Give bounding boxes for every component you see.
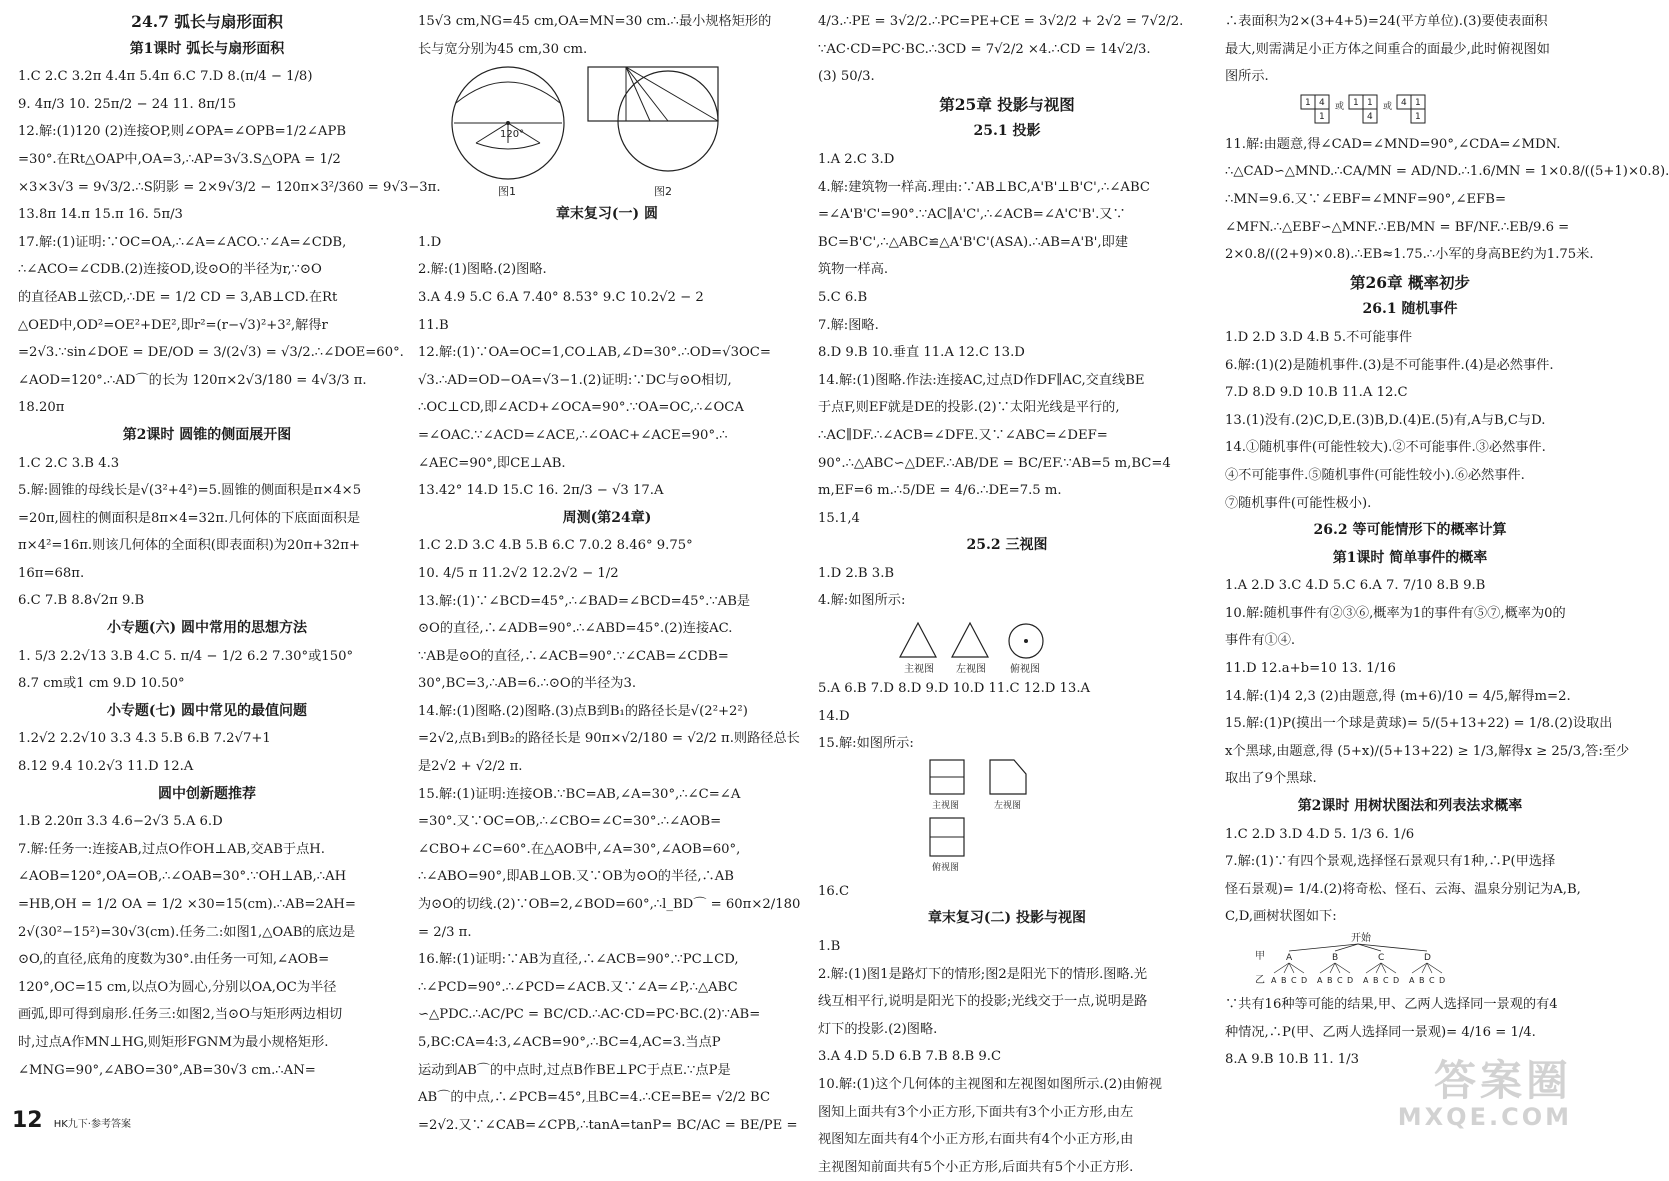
page-number: 12 bbox=[12, 1108, 43, 1133]
answer-line: 15.解:(1)P(摸出一个球是黄球)= 5/(5+13+22) = 1/8.(2)设取出 bbox=[1225, 716, 1613, 732]
answer-line: 5.A 6.B 7.D 8.D 9.D 10.D 11.C 12.D 13.A bbox=[818, 681, 1091, 697]
section-title: 26.1 随机事件 bbox=[1362, 301, 1458, 318]
answer-line: 1.C 2.D 3.C 4.B 5.B 6.C 7.0.2 8.46° 9.75° bbox=[418, 538, 693, 554]
answer-line: ∠AOD=120°.∴AD⌒的长为 120π×2√3/180 = 4√3/3 π. bbox=[18, 372, 367, 388]
topic-title: 圆中创新题推荐 bbox=[158, 785, 256, 802]
answer-block bbox=[18, 450, 396, 616]
review-title: 章末复习(一) 圆 bbox=[555, 206, 659, 223]
answer-line: (3) 50/3. bbox=[818, 69, 875, 85]
tree-leaf: C bbox=[1429, 976, 1435, 985]
answer-line: 14.解:(1)图略.(2)图略.(3)点B到B₁的路径长是√(2²+2²) bbox=[418, 703, 748, 719]
answer-line: 长与宽分别为45 cm,30 cm. bbox=[418, 41, 588, 57]
grid-c-cell: 1 bbox=[1415, 97, 1421, 108]
tree-leaf: D bbox=[1301, 976, 1308, 985]
answer-line: 10. 4/5 π 11.2√2 12.2√2 − 1/2 bbox=[418, 565, 619, 581]
tree-node: D bbox=[1424, 953, 1431, 963]
answer-line: 15.1,4 bbox=[818, 510, 860, 526]
answer-block bbox=[818, 933, 1196, 1181]
watermark-text: 答案圈 bbox=[1433, 1056, 1572, 1105]
section-title: 24.7 弧长与扇形面积 bbox=[131, 12, 283, 31]
answer-block bbox=[418, 532, 801, 1139]
answer-block bbox=[418, 229, 796, 505]
answer-line: 9. 4π/3 10. 25π/2 − 24 11. 8π/15 bbox=[18, 96, 237, 112]
answer-line: 14.解:(1)4 2,3 (2)由题意,得 (m+6)/10 = 4/5,解得m=2. bbox=[1225, 688, 1571, 704]
watermark bbox=[1397, 1056, 1572, 1131]
grid-b-cell: 1 bbox=[1353, 97, 1359, 108]
watermark-url: MXQE.COM bbox=[1397, 1103, 1572, 1131]
answer-line: ④不可能事件.⑤随机事件(可能性较小).⑥必然事件. bbox=[1225, 467, 1525, 483]
answer-line: =∠A'B'C'=90°.∵AC∥A'C',∴∠ACB=∠A'C'B'.又∵ bbox=[818, 207, 1126, 223]
answer-block bbox=[818, 8, 1196, 91]
tree-leaf: D bbox=[1347, 976, 1354, 985]
top-view-grids bbox=[1225, 91, 1595, 131]
answer-line: ⑦随机事件(可能性极小). bbox=[1225, 495, 1372, 511]
top-view-label-2: 俯视图 bbox=[932, 862, 960, 873]
tree-leaf: B bbox=[1373, 976, 1379, 985]
topic-title: 小专题(七) 圆中常见的最值问题 bbox=[106, 702, 308, 719]
grid-a-cell: 1 bbox=[1305, 97, 1311, 108]
answer-line: 5.C 6.B bbox=[818, 289, 868, 305]
grid-b-cell: 1 bbox=[1367, 97, 1373, 108]
answer-line: 图知上面共有3个小正方形,下面共有3个小正方形,由左 bbox=[818, 1104, 1134, 1120]
answer-line: 画弧,即可得到扇形.任务三:如图2,当⊙O与矩形两边相切 bbox=[18, 1007, 343, 1023]
answer-line: 1.2√2 2.2√10 3.3 4.3 5.B 6.B 7.2√7+1 bbox=[18, 731, 271, 747]
answer-line: ∵AB是⊙O的直径,∴∠ACB=90°.∵∠CAB=∠CDB= bbox=[418, 648, 729, 664]
answer-line: ∴MN=9.6.又∵∠EBF=∠MNF=90°,∠EFB= bbox=[1225, 191, 1507, 207]
tree-leaf: B bbox=[1281, 976, 1287, 985]
answer-block bbox=[818, 675, 1196, 758]
tree-leaf: D bbox=[1393, 976, 1400, 985]
answer-line: ∠MFN.∴△EBF∽△MNF.∴EB/MN = BF/NF.∴EB/9.6 = bbox=[1225, 219, 1570, 235]
answer-line: ∵共有16种等可能的结果,甲、乙两人选择同一景观的有4 bbox=[1225, 997, 1558, 1012]
tree-leaf: C bbox=[1291, 976, 1297, 985]
answer-line: 11.D 12.a+b=10 13. 1/16 bbox=[1225, 661, 1396, 677]
answer-line: 2.解:(1)图1是路灯下的情形;图2是阳光下的情形.图略.光 bbox=[818, 966, 1148, 982]
answer-line: 于点F,则EF就是DE的投影.(2)∵太阳光线是平行的, bbox=[818, 400, 1120, 416]
front-view-label-2: 主视图 bbox=[932, 800, 960, 811]
answer-line: 7.D 8.D 9.D 10.B 11.A 12.C bbox=[1225, 385, 1408, 401]
review-title: 章末复习(二) 投影与视图 bbox=[927, 910, 1087, 927]
answer-line: 1.C 2.C 3.B 4.3 bbox=[18, 455, 120, 471]
answer-line: 13.8π 14.π 15.π 16. 5π/3 bbox=[18, 207, 183, 223]
answer-line: ∴∠ACO=∠CDB.(2)连接OD,设⊙O的半径为r,∵⊙O bbox=[18, 262, 322, 278]
answer-line: 10.解:随机事件有②③⑥,概率为1的事件有⑤⑦,概率为0的 bbox=[1225, 605, 1566, 621]
lesson-title: 第2课时 用树状图法和列表法求概率 bbox=[1297, 798, 1523, 815]
answer-block bbox=[1225, 131, 1669, 269]
front-view-label: 主视图 bbox=[904, 664, 934, 676]
answer-line: BC=B'C',∴△ABC≌△A'B'C'(ASA).∴AB=A'B',即建 bbox=[818, 234, 1129, 250]
answer-line: 1.D bbox=[418, 234, 442, 250]
three-views-svg-2 bbox=[818, 758, 1196, 878]
answer-line: 为⊙O的切线.(2)∵OB=2,∠BOD=60°,∴l_BD⌒ = 60π×2/180 bbox=[418, 897, 801, 913]
answer-line: 13.(1)没有.(2)C,D,E.(3)B,D.(4)E.(5)有,A与B,C与D. bbox=[1225, 412, 1546, 428]
answer-line: ∴∠PCD=90°.∴∠PCD=∠ACB.又∵∠A=∠P,∴△ABC bbox=[418, 979, 738, 995]
answer-line: √3.∴AD=OD−OA=√3−1.(2)证明:∵DC与⊙O相切, bbox=[418, 372, 732, 388]
answer-line: 1.C 2.C 3.2π 4.4π 5.4π 6.C 7.D 8.(π/4 − 1/8) bbox=[18, 69, 313, 85]
answer-line: 17.解:(1)证明:∵OC=OA,∴∠A=∠ACO.∵∠A=∠CDB, bbox=[18, 234, 347, 250]
grid-c-cell: 4 bbox=[1401, 97, 1407, 108]
answer-line: 1.A 2.C 3.D bbox=[818, 151, 895, 167]
answer-block bbox=[818, 146, 1196, 532]
answer-line: 15.解:如图所示: bbox=[818, 736, 914, 752]
answer-line: 1. 5/3 2.2√13 3.B 4.C 5. π/4 − 1/2 6.2 7.30°或150° bbox=[18, 648, 354, 664]
answer-line: 14.D bbox=[818, 708, 850, 724]
answer-line: 7.解:任务一:连接AB,过点O作OH⊥AB,交AB于点H. bbox=[18, 841, 325, 857]
answer-line: ∠AOB=120°,OA=OB,∴∠OAB=30°.∵OH⊥AB,∴AH bbox=[18, 869, 347, 885]
tree-start-label: 开始 bbox=[1351, 933, 1371, 944]
answer-line: 3.A 4.9 5.C 6.A 7.40° 8.53° 9.C 10.2√2 − 2 bbox=[418, 289, 704, 305]
answer-line: 18.20π bbox=[18, 400, 65, 416]
answer-block bbox=[1225, 572, 1630, 793]
answer-line: 8.A 9.B 10.B 11. 1/3 bbox=[1225, 1052, 1360, 1068]
answer-line: 3.A 4.D 5.D 6.B 7.B 8.B 9.C bbox=[818, 1049, 1002, 1065]
answer-line: =2√2.又∵∠CAB=∠CPB,∴tanA=tanP= BC/AC = BE/PE = bbox=[418, 1117, 798, 1133]
tree-diagram-svg bbox=[1225, 931, 1595, 991]
answer-line: ×3×3√3 = 9√3/2.∴S阴影 = 2×9√3/2 − 120π×3²/360 = 9√3−3π. bbox=[18, 179, 441, 195]
answer-block bbox=[1225, 324, 1595, 517]
tree-node: B bbox=[1332, 953, 1339, 963]
answer-line: π×4²=16π.则该几何体的全面积(即表面积)为20π+32π+ bbox=[18, 538, 360, 554]
section-title: 25.1 投影 bbox=[973, 123, 1041, 140]
answer-line: 15.解:(1)证明:连接OB.∵BC=AB,∠A=30°,∴∠C=∠A bbox=[418, 786, 741, 802]
answer-line: 10.解:(1)这个几何体的主视图和左视图如图所示.(2)由俯视 bbox=[818, 1077, 1162, 1092]
top-view-label: 俯视图 bbox=[1010, 664, 1040, 676]
answer-line: 筑物一样高. bbox=[818, 262, 889, 278]
three-views-figure-2 bbox=[818, 758, 1196, 878]
tree-node: A bbox=[1286, 953, 1293, 963]
answer-line: ∴∠ABO=90°,即AB⊥OB.又∵OB为⊙O的半径,∴AB bbox=[418, 869, 734, 885]
or-label: 或 bbox=[1383, 101, 1393, 112]
answer-line: 时,过点A作MN⊥HG,则矩形FGNM为最小规格矩形. bbox=[18, 1034, 329, 1050]
answer-line: m,EF=6 m.∴5/DE = 4/6.∴DE=7.5 m. bbox=[818, 483, 1062, 499]
answer-line: 4.解:建筑物一样高.理由:∵AB⊥BC,A'B'⊥B'C',∴∠ABC bbox=[818, 179, 1150, 195]
column-2 bbox=[418, 8, 801, 1139]
answer-line: 14.①随机事件(可能性较大).②不可能事件.③必然事件. bbox=[1225, 440, 1546, 456]
answer-line: ∽△PDC.∴AC/PC = BC/CD.∴AC·CD=PC·BC.(2)∵AB= bbox=[418, 1007, 761, 1023]
answer-line: 13.42° 14.D 15.C 16. 2π/3 − √3 17.A bbox=[418, 483, 664, 499]
lesson-title: 第1课时 简单事件的概率 bbox=[1332, 549, 1488, 566]
tree-leaf: A bbox=[1317, 976, 1323, 985]
answer-line: 11.解:由题意,得∠CAD=∠MND=90°,∠CDA=∠MDN. bbox=[1225, 136, 1561, 152]
fig1-angle-label: 120° bbox=[500, 129, 525, 141]
answer-line: 1.A 2.D 3.C 4.D 5.C 6.A 7. 7/10 8.B 9.B bbox=[1225, 578, 1486, 594]
answer-line: 运动到AB⌒的中点时,过点B作BE⊥PC于点E.∵点P是 bbox=[418, 1062, 731, 1078]
answer-line: 8.7 cm或1 cm 9.D 10.50° bbox=[18, 676, 185, 692]
answer-line: 7.解:图略. bbox=[818, 317, 879, 333]
answer-line: =30°.又∵OC=OB,∴∠CBO=∠C=30°.∴∠AOB= bbox=[418, 814, 722, 830]
answer-line: ∴AC∥DF.∴∠ACB=∠DFE.又∵∠ABC=∠DEF= bbox=[818, 427, 1108, 443]
tree-leaf: B bbox=[1419, 976, 1425, 985]
answer-line: 16π=68π. bbox=[18, 565, 85, 581]
tree-node: C bbox=[1378, 953, 1385, 963]
answer-block bbox=[818, 878, 1196, 906]
answer-line: 7.解:(1)∵有四个景观,选择怪石景观只有1种,∴P(甲选择 bbox=[1225, 854, 1556, 870]
answer-block bbox=[18, 643, 396, 698]
circle-figures-svg bbox=[418, 63, 796, 201]
answer-line: 30°,BC=3,∴AB=6.∴⊙O的半径为3. bbox=[418, 676, 637, 692]
answer-line: 12.解:(1)120 (2)连接OP,则∠OPA=∠OPB=1/2∠APB bbox=[18, 124, 347, 140]
fig1-caption: 图1 bbox=[498, 185, 516, 199]
answer-line: 16.解:(1)证明:∵AB为直径,∴∠ACB=90°.∵PC⊥CD, bbox=[418, 952, 739, 968]
or-label: 或 bbox=[1335, 101, 1345, 112]
answer-line: ∴△CAD∽△MND.∴CA/MN = AD/ND.∴1.6/MN = 1×0.8/((5+1)×0.8). bbox=[1225, 164, 1669, 180]
answer-block bbox=[1225, 8, 1595, 91]
answer-line: 线互相平行,说明是阳光下的投影;光线交于一点,说明是路 bbox=[818, 994, 1148, 1010]
answer-line: 4.解:如图所示: bbox=[818, 593, 906, 609]
three-views-figure bbox=[818, 615, 1196, 675]
section-title: 25.2 三视图 bbox=[966, 537, 1048, 554]
answer-line: 1.B 2.20π 3.3 4.6−2√3 5.A 6.D bbox=[18, 814, 223, 830]
answer-line: 种情况,∴P(甲、乙两人选择同一景观)= 4/16 = 1/4. bbox=[1225, 1024, 1536, 1040]
lesson-title: 第1课时 弧长与扇形面积 bbox=[129, 40, 285, 57]
answer-line: 视图知左面共有4个小正方形,右面共有4个小正方形,由 bbox=[818, 1132, 1134, 1148]
answer-line: 6.解:(1)(2)是随机事件.(3)是不可能事件.(4)是必然事件. bbox=[1225, 357, 1554, 373]
column-3 bbox=[818, 8, 1196, 1181]
tree-leaf: B bbox=[1327, 976, 1333, 985]
page-footer bbox=[12, 1108, 131, 1133]
answer-line: 1.B bbox=[818, 939, 841, 955]
answer-line: 16.C bbox=[818, 883, 850, 899]
lesson-title: 第2课时 圆锥的侧面展开图 bbox=[122, 426, 292, 443]
fig2-caption: 图2 bbox=[654, 185, 672, 199]
footer-text: HK九下·参考答案 bbox=[53, 1119, 131, 1130]
answer-line: 是2√2 + √2/2 π. bbox=[418, 759, 523, 775]
answer-line: C,D,画树状图如下: bbox=[1225, 909, 1337, 925]
tree-leaf: C bbox=[1383, 976, 1389, 985]
answer-line: 图所示. bbox=[1225, 69, 1269, 85]
grid-a-cell: 4 bbox=[1319, 97, 1325, 108]
side-view-label-2: 左视图 bbox=[994, 800, 1022, 811]
circle-figures bbox=[418, 63, 796, 201]
tree-leaf: D bbox=[1439, 976, 1446, 985]
answer-block bbox=[1225, 821, 1595, 931]
answer-line: =20π,圆柱的侧面积是8π×4=32π.几何体的下底面面积是 bbox=[18, 510, 361, 526]
answer-line: 90°.∴△ABC∽△DEF.∴AB/DE = BC/EF.∵AB=5 m,BC=4 bbox=[818, 455, 1171, 471]
answer-line: 11.B bbox=[418, 317, 449, 333]
answer-line: 8.D 9.B 10.垂直 11.A 12.C 13.D bbox=[818, 345, 1025, 361]
answer-line: =2√2,点B₁到B₂的路径长是 90π×√2/180 = √2/2 π.则路径总长 bbox=[418, 731, 800, 747]
answer-line: 取出了9个黑球. bbox=[1225, 771, 1317, 787]
answer-line: 事件有①④. bbox=[1225, 633, 1296, 649]
answer-line: 2×0.8/((2+9)×0.8).∴EB≈1.75.∴小军的身高BE约为1.75米. bbox=[1225, 247, 1594, 263]
answer-line: = 2/3 π. bbox=[418, 924, 472, 940]
tree-leaf: C bbox=[1337, 976, 1343, 985]
answer-line: 2√(30²−15²)=30√3(cm).任务二:如图1,△OAB的底边是 bbox=[18, 924, 356, 940]
answer-line: =2√3.∵sin∠DOE = DE/OD = 3/(2√3) = √3/2.∴∠DOE=60°. bbox=[18, 345, 404, 361]
answer-line: 15√3 cm,NG=45 cm,OA=MN=30 cm.∴最小规格矩形的 bbox=[418, 14, 772, 29]
weekly-test-title: 周测(第24章) bbox=[562, 509, 652, 526]
tree-leaf: A bbox=[1363, 976, 1369, 985]
answer-line: =∠OAC.∵∠ACD=∠ACE,∴∠OAC+∠ACE=90°.∴ bbox=[418, 427, 728, 443]
answer-line: △OED中,OD²=OE²+DE²,即r²=(r−√3)²+3²,解得r bbox=[18, 317, 328, 333]
answer-line: 13.解:(1)∵∠BCD=45°,∴∠BAD=∠BCD=45°.∵AB是 bbox=[418, 593, 751, 609]
answer-line: ∵AC·CD=PC·BC.∴3CD = 7√2/2 ×4.∴CD = 14√2/3. bbox=[818, 41, 1151, 57]
answer-line: 120°,OC=15 cm,以点O为圆心,分别以OA,OC为半径 bbox=[18, 979, 337, 995]
answer-line: 怪石景观)= 1/4.(2)将奇松、怪石、云海、温泉分别记为A,B, bbox=[1225, 881, 1581, 897]
answer-line: 1.D 2.B 3.B bbox=[818, 565, 895, 581]
side-view-label: 左视图 bbox=[956, 664, 986, 676]
top-view-grids-svg bbox=[1225, 91, 1595, 131]
answer-line: 2.解:(1)图略.(2)图略. bbox=[418, 262, 547, 278]
answer-line: =HB,OH = 1/2 OA = 1/2 ×30=15(cm).∴AB=2AH= bbox=[18, 897, 356, 912]
answer-block bbox=[18, 808, 396, 1084]
grid-b-cell: 4 bbox=[1367, 111, 1373, 122]
tree-yi-label: 乙 bbox=[1255, 975, 1265, 986]
grid-a-cell: 1 bbox=[1319, 111, 1325, 122]
tree-leaf: A bbox=[1409, 976, 1415, 985]
answer-line: 6.C 7.B 8.8√2π 9.B bbox=[18, 593, 145, 609]
answer-line: 4/3.∴PE = 3√2/2.∴PC=PE+CE = 3√2/2 + 2√2 = 7√2/2. bbox=[818, 14, 1184, 29]
answer-line: 的直径AB⊥弦CD,∴DE = 1/2 CD = 3,AB⊥CD.在Rt bbox=[18, 289, 338, 305]
answer-line: ∠CBO+∠C=60°.在△AOB中,∠A=30°,∠AOB=60°, bbox=[418, 841, 741, 857]
answer-line: ∴表面积为2×(3+4+5)=24(平方单位).(3)要使表面积 bbox=[1225, 14, 1548, 29]
answer-line: ⊙O的直径,∴∠ADB=90°.∴∠ABD=45°.(2)连接AC. bbox=[418, 621, 733, 637]
answer-line: 12.解:(1)∵OA=OC=1,CO⊥AB,∠D=30°.∴OD=√3OC= bbox=[418, 345, 771, 361]
tree-jia-label: 甲 bbox=[1255, 951, 1265, 962]
answer-line: 5.解:圆锥的母线长是√(3²+4²)=5.圆锥的侧面积是π×4×5 bbox=[18, 483, 362, 499]
topic-title: 小专题(六) 圆中常用的思想方法 bbox=[106, 620, 308, 637]
answer-line: ⊙O,的直径,底角的度数为30°.由任务一可知,∠AOB= bbox=[18, 952, 330, 968]
answer-line: 1.C 2.D 3.D 4.D 5. 1/3 6. 1/6 bbox=[1225, 826, 1415, 842]
answer-line: x个黑球,由题意,得 (5+x)/(5+13+22) ≥ 1/3,解得x ≥ 25/3,答:至少 bbox=[1225, 743, 1630, 759]
tree-diagram bbox=[1225, 931, 1595, 991]
answer-line: 主视图知前面共有5个小正方形,后面共有5个小正方形. bbox=[818, 1159, 1134, 1175]
column-4 bbox=[1225, 8, 1669, 1074]
answer-line: ∴OC⊥CD,即∠ACD+∠OCA=90°.∵OA=OC,∴∠OCA bbox=[418, 400, 744, 416]
answer-block bbox=[18, 725, 396, 780]
answer-line: 最大,则需满足小正方体之间重合的面最少,此时俯视图如 bbox=[1225, 41, 1550, 57]
answer-line: 灯下的投影.(2)图略. bbox=[818, 1021, 938, 1037]
tree-leaf: A bbox=[1271, 976, 1277, 985]
three-views-svg bbox=[818, 615, 1196, 675]
answer-line: 5,BC:CA=4:3,∠ACB=90°,∴BC=4,AC=3.当点P bbox=[418, 1035, 721, 1050]
grid-c-cell: 1 bbox=[1415, 111, 1421, 122]
answer-line: 14.解:(1)图略.作法:连接AC,过点D作DF∥AC,交直线BE bbox=[818, 372, 1145, 388]
chapter-title: 第25章 投影与视图 bbox=[939, 94, 1075, 114]
answer-block bbox=[418, 8, 796, 63]
answer-line: =30°.在Rt△OAP中,OA=3,∴AP=3√3.S△OPA = 1/2 bbox=[18, 151, 341, 167]
answer-line: 1.D 2.D 3.D 4.B 5.不可能事件 bbox=[1225, 329, 1413, 345]
answer-line: ∠AEC=90°,即CE⊥AB. bbox=[418, 455, 566, 471]
answer-line: ∠MNG=90°,∠ABO=30°,AB=30√3 cm.∴AN= bbox=[18, 1062, 316, 1078]
answer-line: AB⌒的中点,∴∠PCB=45°,且BC=4.∴CE=BE= √2/2 BC bbox=[418, 1090, 771, 1106]
answer-line: 8.12 9.4 10.2√3 11.D 12.A bbox=[18, 759, 194, 775]
chapter-title: 第26章 概率初步 bbox=[1350, 272, 1470, 292]
section-title: 26.2 等可能情形下的概率计算 bbox=[1313, 522, 1507, 539]
answer-block bbox=[818, 560, 1196, 615]
